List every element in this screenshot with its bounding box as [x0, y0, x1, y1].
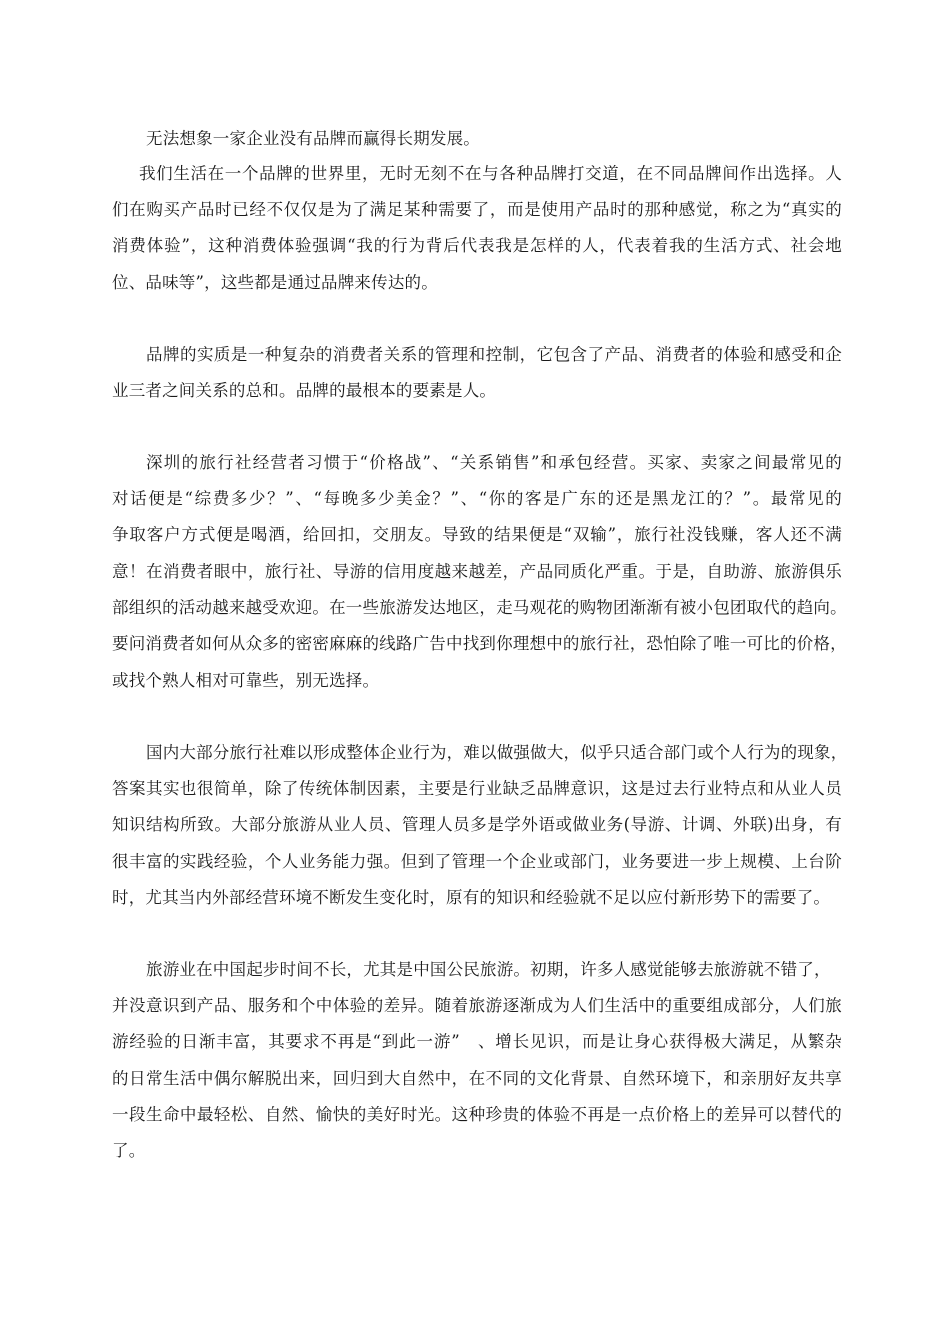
paragraph-6-line-4: 的日常生活中偶尔解脱出来，回归到大自然中，在不同的文化背景、自然环境下，和亲朋好友共享	[112, 1069, 842, 1088]
paragraph-3-line-1: 品牌的实质是一种复杂的消费者关系的管理和控制，它包含了产品、消费者的体验和感受和企	[146, 345, 842, 364]
paragraph-6-line-3: 游经验的日渐丰富，其要求不再是“到此一游” 、增长见识，而是让身心获得极大满足，从繁杂	[112, 1032, 842, 1051]
paragraph-5-line-1: 国内大部分旅行社难以形成整体企业行为，难以做强做大，似乎只适合部门或个人行为的现象，	[146, 743, 848, 762]
paragraph-4-line-5: 部组织的活动越来越受欢迎。在一些旅游发达地区，走马观花的购物团渐渐有被小包团取代的趋向。	[112, 598, 847, 617]
paragraph-3-line-2: 业三者之间关系的总和。品牌的最根本的要素是人。	[112, 381, 497, 400]
paragraph-5-line-5: 时，尤其当内外部经营环境不断发生变化时，原有的知识和经验就不足以应付新形势下的需要了。	[112, 888, 831, 907]
paragraph-6-line-5: 一段生命中最轻松、自然、愉快的美好时光。这种珍贵的体验不再是一点价格上的差异可以替代的	[112, 1105, 842, 1124]
paragraph-5-line-4: 很丰富的实践经验，个人业务能力强。但到了管理一个企业或部门，业务要进一步上规模、上台阶	[112, 852, 842, 871]
paragraph-6-line-2: 并没意识到产品、服务和个中体验的差异。随着旅游逐渐成为人们生活中的重要组成部分，人们旅	[112, 996, 842, 1015]
paragraph-4-line-7: 或找个熟人相对可靠些，别无选择。	[112, 671, 380, 690]
paragraph-6-line-6: 了。	[112, 1141, 146, 1160]
paragraph-4-line-4: 意！在消费者眼中，旅行社、导游的信用度越来越差，产品同质化严重。于是，自助游、旅游俱乐	[112, 562, 842, 581]
paragraph-4-line-1: 深圳的旅行社经营者习惯于“价格战”、“关系销售”和承包经营。买家、卖家之间最常见的	[146, 453, 842, 472]
paragraph-2-line-2: 们在购买产品时已经不仅仅是为了满足某种需要了，而是使用产品时的那种感觉，称之为“真实的	[112, 200, 842, 219]
paragraph-5-line-2: 答案其实也很简单，除了传统体制因素，主要是行业缺乏品牌意识，这是过去行业特点和从业人员	[112, 779, 842, 798]
paragraph-2-line-1: 我们生活在一个品牌的世界里，无时无刻不在与各种品牌打交道，在不同品牌间作出选择。人	[139, 164, 842, 183]
paragraph-2-line-4: 位、品味等”，这些都是通过品牌来传达的。	[112, 273, 438, 292]
paragraph-4-line-2: 对话便是“综费多少？”、“每晚多少美金？”、“你的客是广东的还是黑龙江的？”。最常见的	[112, 489, 842, 508]
paragraph-5-line-3: 知识结构所致。大部分旅游从业人员、管理人员多是学外语或做业务(导游、计调、外联)出身，有	[112, 815, 842, 834]
paragraph-2-line-3: 消费体验”，这种消费体验强调“我的行为背后代表我是怎样的人，代表着我的生活方式、社会地	[112, 236, 842, 255]
paragraph-4-line-6: 要问消费者如何从众多的密密麻麻的线路广告中找到你理想中的旅行社，恐怕除了唯一可比的价格，	[112, 634, 847, 653]
paragraph-4-line-3: 争取客户方式便是喝酒，给回扣，交朋友。导致的结果便是“双输”，旅行社没钱赚，客人还不满	[112, 525, 842, 544]
paragraph-6-line-1: 旅游业在中国起步时间不长，尤其是中国公民旅游。初期，许多人感觉能够去旅游就不错了，	[146, 960, 831, 979]
paragraph-1-line-1: 无法想象一家企业没有品牌而赢得长期发展。	[146, 129, 480, 148]
